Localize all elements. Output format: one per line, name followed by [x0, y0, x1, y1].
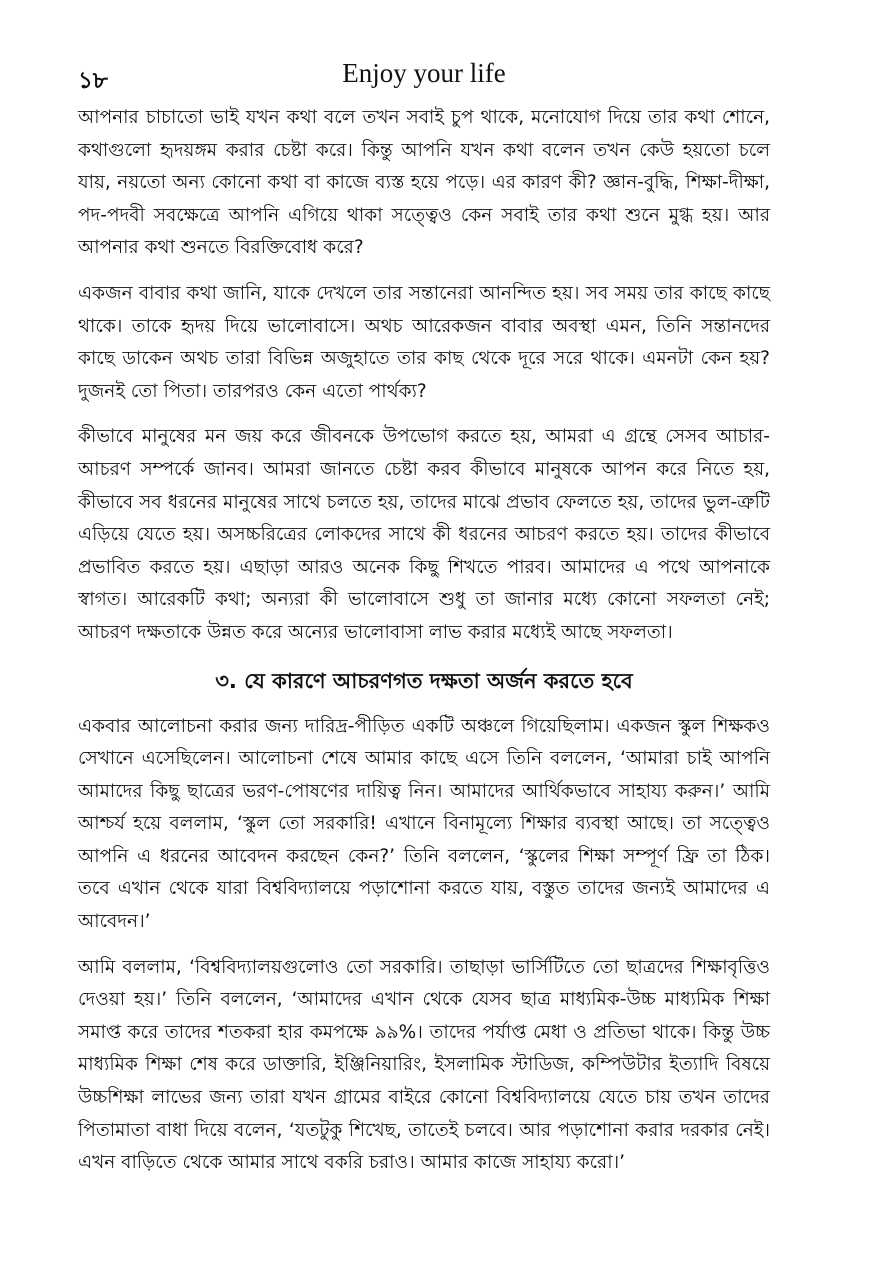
running-head — [78, 58, 770, 102]
page-number: ১৮ — [78, 68, 108, 94]
section-heading: ৩. যে কারণে আচরণগত দক্ষতা অর্জন করতে হবে — [215, 668, 633, 693]
book-page — [78, 58, 770, 1193]
body-paragraph-1: আপনার চাচাতো ভাই যখন কথা বলে তখন সবাই চুপ থাকে, মনোযোগ দিয়ে তার কথা শোনে, কথাগুলো হৃদয়ঙ্গম করার চেষ্টা করে। কিন্তু আপনি যখন কথা বলেন তখন কেউ হয়তো চলে যায়, নয়তো অন্য কোনো কথা বা কাজে ব্যস্ত হয়ে পড়ে। এর কারণ কী? জ্ঞান-বুদ্ধি, শিক্ষা-দীক্ষা, পদ-পদবী সবক্ষেত্রে আপনি এগিয়ে থাকা সত্ত্বেও কেন সবাই তার কথা শুনে মুগ্ধ হয়। আর আপনার কথা শুনতে বিরক্তিবোধ করে? — [78, 107, 770, 259]
body-paragraph-3: কীভাবে মানুষের মন জয় করে জীবনকে উপভোগ করতে হয়, আমরা এ গ্রন্থে সেসব আচার-আচরণ সম্পর্কে জানব। আমরা জানতে চেষ্টা করব কীভাবে মানুষকে আপন করে নিতে হয়, কীভাবে সব ধরনের মানুষের সাথে চলতে হয়, তাদের মাঝে প্রভাব ফেলতে হয়, তাদের ভুল-ত্রুটি এড়িয়ে যেতে হয়। অসচ্চরিত্রের লোকদের সাথে কী ধরনের আচরণ করতে হয়। তাদের কীভাবে প্রভাবিত করতে হয়। এছাড়া আরও অনেক কিছু শিখতে পারব। আমাদের এ পথে আপনাকে স্বাগত। আরেকটি কথা; অন্যরা কী ভালোবাসে শুধু তা জানার মধ্যে কোনো সফলতা নেই; আচরণ দক্ষতাকে উন্নত করে অন্যের ভালোবাসা লাভ করার মধ্যেই আছে সফলতা। — [78, 426, 770, 643]
body-paragraph-2: একজন বাবার কথা জানি, যাকে দেখলে তার সন্তানেরা আনন্দিত হয়। সব সময় তার কাছে কাছে থাকে। তাকে হৃদয় দিয়ে ভালোবাসে। অথচ আরেকজন বাবার অবস্থা এমন, তিনি সন্তানদের কাছে ডাকেন অথচ তারা বিভিন্ন অজুহাতে তার কাছ থেকে দূরে সরে থাকে। এমনটা কেন হয়? দুজনই তো পিতা। তারপরও কেন এতো পার্থক্য? — [78, 282, 770, 402]
body-paragraph-4: একবার আলোচনা করার জন্য দারিদ্র-পীড়িত একটি অঞ্চলে গিয়েছিলাম। একজন স্কুল শিক্ষকও সেখানে এসেছিলেন। আলোচনা শেষে আমার কাছে এসে তিনি বললেন, ‘আমারা চাই আপনি আমাদের কিছু ছাত্রের ভরণ-পোষণের দায়িত্ব নিন। আমাদের আর্থিকভাবে সাহায্য করুন।’ আমি আশ্চর্য হয়ে বললাম, ‘স্কুল তো সরকারি! এখানে বিনামূল্যে শিক্ষার ব্যবস্থা আছে। তা সত্ত্বেও আপনি এ ধরনের আবেদন করছেন কেন?’ তিনি বললেন, ‘স্কুলের শিক্ষা সম্পূর্ণ ফ্রি তা ঠিক। তবে এখান থেকে যারা বিশ্ববিদ্যালয়ে পড়াশোনা করতে যায়, বস্তুত তাদের জন্যই আমাদের এ আবেদন।’ — [78, 715, 770, 933]
book-title: Enjoy your life — [342, 58, 506, 88]
body-paragraph-5: আমি বললাম, ‘বিশ্ববিদ্যালয়গুলোও তো সরকারি। তাছাড়া ভার্সিটিতে তো ছাত্রদের শিক্ষাবৃত্তিও দেওয়া হয়।’ তিনি বললেন, ‘আমাদের এখান থেকে যেসব ছাত্র মাধ্যমিক-উচ্চ মাধ্যমিক শিক্ষা সমাপ্ত করে তাদের শতকরা হার কমপক্ষে ৯৯%। তাদের পর্যাপ্ত মেধা ও প্রতিভা থাকে। কিন্তু উচ্চ মাধ্যমিক শিক্ষা শেষ করে ডাক্তারি, ইঞ্জিনিয়ারিং, ইসলামিক স্টাডিজ, কম্পিউটার ইত্যাদি বিষয়ে উচ্চশিক্ষা লাভের জন্য তারা যখন গ্রামের বাইরে কোনো বিশ্ববিদ্যালয়ে যেতে চায় তখন তাদের পিতামাতা বাধা দিয়ে বলেন, ‘যতটুকু শিখেছ, তাতেই চলবে। আর পড়াশোনা করার দরকার নেই। এখন বাড়িতে থেকে আমার সাথে বকরি চরাও। আমার কাজে সাহায্য করো।’ — [78, 956, 770, 1174]
